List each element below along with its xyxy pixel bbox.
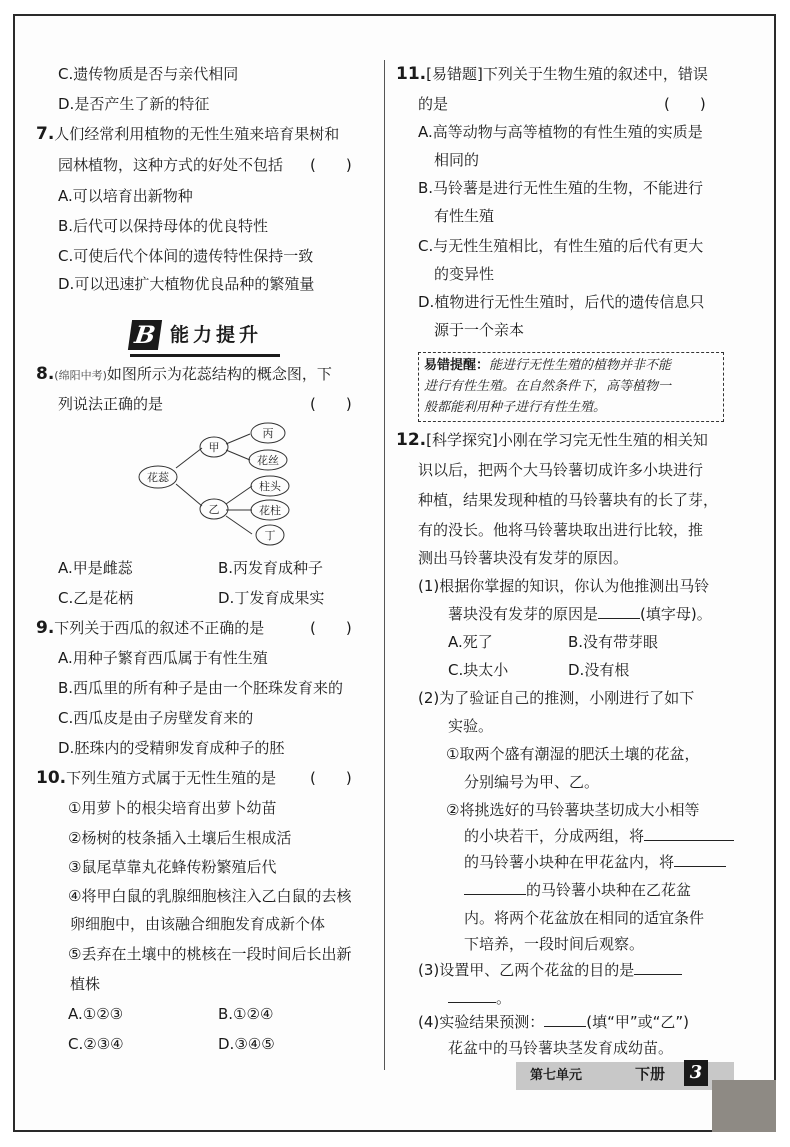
q10-option-b: B.①②④ [218,1005,274,1023]
q11-option-a-line1: A.高等动物与高等植物的有性生殖的实质是 [418,123,703,141]
q12-part3-line1 [418,960,682,980]
q8-stem-line1 [36,364,332,386]
q12-part3-blank-b[interactable] [448,988,496,1003]
label-yi: 乙 [208,503,220,516]
q11-number: 11. [396,64,427,84]
q12-part1-option-d: D.没有根 [568,661,630,679]
q10-answer-paren: ( ) [310,769,352,787]
label-bing: 丙 [262,427,274,440]
q10-option-c: C.②③④ [68,1035,124,1053]
error-tip-label: 易错提醒： [424,358,490,373]
q12-step2-line4 [464,880,691,900]
q12-part3-text: (3)设置甲、乙两个花盆的目的是 [418,961,635,979]
q8-number: 8. [36,364,55,384]
q12-part1-option-a: A.死了 [448,633,493,651]
q12-part3-line2 [448,988,511,1008]
footer-volume: 下册 [635,1065,666,1083]
q9-option-a: A.用种子繁育西瓜属于有性生殖 [58,649,268,667]
q10-statement-2: ②杨树的枝条插入土壤后生根成活 [68,829,292,847]
q8-source: (绵阳中考) [54,369,107,382]
q12-part4-line2: 花盆中的马铃薯块茎发育成幼苗。 [448,1039,674,1057]
q8-option-b: B.丙发育成种子 [218,559,324,577]
q12-part4-line1 [418,1012,689,1032]
q11-option-d-line2: 源于一个亲本 [434,321,525,339]
q11-tag: [易错题] [426,65,483,83]
q12-part2-line2: 实验。 [448,717,494,735]
q7-option-a: A.可以培育出新物种 [58,187,193,205]
page-corner-block [712,1080,776,1132]
q10-statement-3: ③鼠尾草靠丸花蜂传粉繁殖后代 [68,858,277,876]
q10-statement-1: ①用萝卜的根尖培育出萝卜幼苗 [68,799,277,817]
q11-stem-line2: 的是 [418,95,449,113]
q12-part4-suffix: (填“甲”或“乙”) [586,1013,690,1031]
q12-part3-blank-a[interactable] [634,960,682,975]
q11-option-b-line1: B.马铃薯是进行无性生殖的生物，不能进行 [418,179,704,197]
q12-intro-line5: 测出马铃薯块没有发芽的原因。 [418,549,629,567]
q12-number: 12. [396,430,427,450]
q7-option-b: B.后代可以保持母体的优良特性 [58,217,269,235]
q12-tag: [科学探究] [426,431,498,449]
q9-answer-paren: ( ) [310,619,352,637]
footer-page-number: 3 [684,1060,708,1086]
q9-option-d: D.胚珠内的受精卵发育成种子的胚 [58,739,285,757]
q11-option-b-line2: 有性生殖 [434,207,495,225]
q10-option-a: A.①②③ [68,1005,124,1023]
q12-part1-option-c: C.块太小 [448,661,509,679]
q10-text: 下列生殖方式属于无性生殖的是 [66,769,277,787]
q10-statement-4-line1: ④将甲白鼠的乳腺细胞核注入乙白鼠的去核 [68,887,352,905]
q12-intro-line2: 识以后，把两个大马铃薯切成许多小块进行 [418,461,704,479]
q12-part4-prefix: (4)实验结果预测： [418,1013,545,1031]
q11-option-d-line1: D.植物进行无性生殖时，后代的遗传信息只 [418,293,705,311]
q12-step2-line5: 内。将两个花盆放在相同的适宜条件 [464,909,705,927]
q11-option-a-line2: 相同的 [434,151,480,169]
q12-part4-blank[interactable] [544,1012,586,1027]
error-tip-text: 能进行无性生殖的植物并非不能 [489,358,672,373]
error-tip-line2: 进行有性生殖。在自然条件下，高等植物一 [424,379,672,394]
q8-option-c: C.乙是花柄 [58,589,134,607]
q12-part1-blank[interactable] [598,604,640,619]
q12-step2-text-b: 的马铃薯小块种在甲花盆内，将 [464,853,675,871]
q11-option-c-line2: 的变异性 [434,265,495,283]
q10-number: 10. [36,768,67,788]
q10-option-d: D.③④⑤ [218,1035,275,1053]
q12-step2-blank-2a[interactable] [674,852,726,867]
q7-answer-paren: ( ) [310,156,352,174]
q6-option-c: C.遗传物质是否与亲代相同 [58,65,239,83]
q11-answer-paren: ( ) [664,95,706,113]
q12-part3-end: 。 [496,989,512,1007]
error-tip-line1 [424,355,671,377]
q10-stem [36,768,276,788]
q12-step2-text-c: 的马铃薯小块种在乙花盆 [526,881,692,899]
q7-stem-line1 [36,124,339,144]
q10-statement-4-line2: 卵细胞中，由该融合细胞发育成新个体 [70,915,326,933]
label-zhutou: 柱头 [259,480,281,493]
q9-number: 9. [36,618,55,638]
label-huasi: 花丝 [257,454,279,467]
label-ding: 丁 [264,529,276,542]
section-b-title: 能力提升 [170,324,263,346]
q12-step2-line3 [464,852,726,872]
q12-part1-line1: (1)根据你掌握的知识，你认为他推测出马铃 [418,577,710,595]
q12-part1-line2 [448,604,712,624]
error-tip-line3: 般都能利用种子进行有性生殖。 [424,400,607,415]
q11-text: 下列关于生物生殖的叙述中，错误 [482,65,708,83]
q7-stem-line2: 园林植物，这种方式的好处不包括 [58,156,284,174]
q12-step1-line1: ①取两个盛有潮湿的肥沃土壤的花盆， [446,745,700,763]
q8-option-a: A.甲是雌蕊 [58,559,133,577]
q12-intro-line1 [396,430,708,450]
q7-option-c: C.可使后代个体间的遗传特性保持一致 [58,247,314,265]
q8-text: 如图所示为花蕊结构的概念图，下 [106,365,332,383]
q10-statement-5-line2: 植株 [70,975,101,993]
q12-intro-line4: 有的没长。他将马铃薯块取出进行比较，推 [418,521,704,539]
q11-option-c-line1: C.与无性生殖相比，有性生殖的后代有更大 [418,237,704,255]
q8-answer-paren: ( ) [310,395,352,413]
q9-text: 下列关于西瓜的叙述不正确的是 [54,619,265,637]
q8-stem-line2: 列说法正确的是 [58,395,164,413]
q12-part2-line1: (2)为了验证自己的推测，小刚进行了如下 [418,689,695,707]
q12-step2-blank-1[interactable] [644,826,734,841]
q10-statement-5-line1: ⑤丢弃在土壤中的桃核在一段时间后长出新 [68,945,352,963]
q9-option-c: C.西瓜皮是由子房壁发育来的 [58,709,254,727]
q12-part1-prefix: 薯块没有发芽的原因是 [448,605,599,623]
label-huarui: 花蕊 [147,471,169,484]
q12-step2-line1: ②将挑选好的马铃薯块茎切成大小相等 [446,801,700,819]
q12-part1-suffix: (填字母)。 [640,605,712,623]
footer-unit: 第七单元 [530,1068,583,1083]
q9-stem [36,618,264,638]
q11-stem-line1 [396,64,708,84]
column-divider [384,60,385,1070]
q12-step2-blank-2b[interactable] [464,880,526,895]
q7-text: 人们经常利用植物的无性生殖来培育果树和 [54,125,340,143]
q12-step2-line2 [464,826,734,846]
q12-step2-text-a: 的小块若干，分成两组，将 [464,827,645,845]
q12-text: 小刚在学习完无性生殖的相关知 [497,431,708,449]
q12-part1-option-b: B.没有带芽眼 [568,633,659,651]
q8-option-d: D.丁发育成果实 [218,589,325,607]
q8-concept-diagram [130,420,300,550]
section-b-underline [130,354,280,357]
label-huazhu: 花柱 [259,504,281,517]
label-jia: 甲 [208,441,220,454]
q9-option-b: B.西瓜里的所有种子是由一个胚珠发育来的 [58,679,344,697]
q6-option-d: D.是否产生了新的特征 [58,95,210,113]
q7-number: 7. [36,124,55,144]
q12-step1-line2: 分别编号为甲、乙。 [464,773,600,791]
section-b-badge: B [128,320,162,350]
q7-option-d: D.可以迅速扩大植物优良品种的繁殖量 [58,275,315,293]
q12-intro-line3: 种植，结果发现种植的马铃薯块有的长了芽， [418,491,719,509]
q12-step2-line6: 下培养，一段时间后观察。 [464,935,645,953]
